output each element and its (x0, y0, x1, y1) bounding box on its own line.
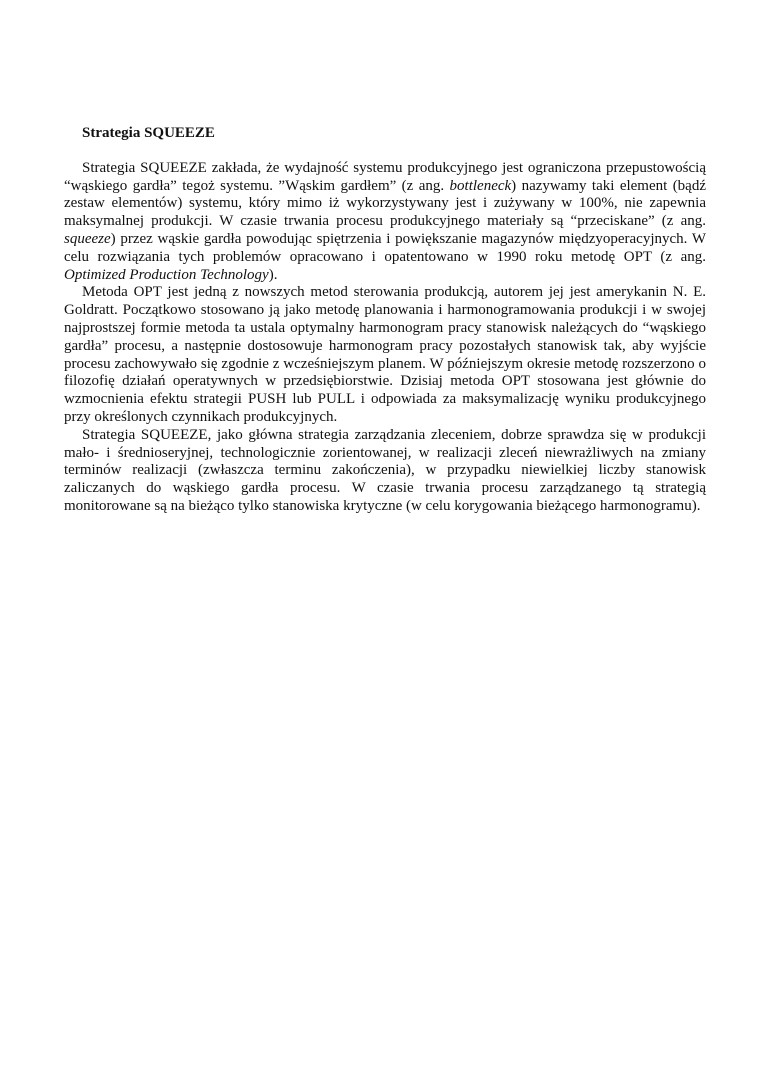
document-page (64, 125, 706, 516)
paragraph-3: Strategia SQUEEZE, jako główna strategia zarządzania zleceniem, dobrze sprawdza się w produkcji mało- i średnioseryjnej, technologicznie zorientowanej, w realizacji zleceń niewrażliwych na zmiany terminów realizacji (zwłaszcza terminu zakończenia), w przypadku niewielkiej liczby stanowisk zaliczanych do wąskiego gardła procesu. W czasie trwania procesu zarządzanego tą strategią monitorowane są na bieżąco tylko stanowiska krytyczne (w celu korygowania bieżącego harmonogramu). (64, 426, 706, 514)
paragraph-1-text-1: Strategia SQUEEZE zakłada, że wydajność systemu produkcyjnego jest ograniczona przepustowością “wąskiego gardła” tegoż systemu. ”Wąskim gardłem” (z ang. (64, 159, 706, 194)
paragraph-1 (64, 160, 706, 285)
paragraph-1-italic-3: Optimized Production Technology (64, 266, 269, 283)
paragraph-1-italic-1: bottleneck (449, 177, 512, 194)
paragraph-2: Metoda OPT jest jedną z nowszych metod sterowania produkcją, autorem jej jest amerykanin N. E. Goldratt. Początkowo stosowano ją jako metodę planowania i harmonogramowania produkcji i w swojej najprostszej formie metoda ta ustala optymalny harmonogram pracy stanowisk należących do “wąskiego gardła” procesu, a następnie dostosowuje harmonogram pracy pozostałych stanowisk tak, aby wyjście procesu zachowywało się zgodnie z wcześniejszym planem. W późniejszym okresie metodę rozszerzono o filozofię działań operatywnych w przedsiębiorstwie. Dzisiaj metoda OPT stosowana jest głównie do wzmocnienia efektu strategii PUSH lub PULL i odpowiada za maksymalizację wyniku produkcyjnego przy określonych czynnikach produkcyjnych. (64, 284, 706, 425)
page-title: Strategia SQUEEZE (82, 125, 215, 141)
paragraph-1-italic-2: squeeze (64, 230, 111, 247)
paragraph-1-text-4: ). (268, 266, 278, 283)
paragraph-1-text-3: ) przez wąskie gardła powodując spiętrzenia i powiększanie magazynów międzyoperacyjnych. W celu rozwiązania tych problemów opracowano i opatentowano w 1990 roku metodę OPT (z ang. (64, 230, 706, 265)
paragraph-1-text-2: ) nazywamy taki element (bądź zestaw elementów) systemu, który mimo iż wykorzystywany jest i zużywany w 100%, nie zapewnia maksymalnej produkcji. W czasie trwania procesu produkcyjnego materiały są “przeciskane” (z ang. (64, 177, 707, 230)
